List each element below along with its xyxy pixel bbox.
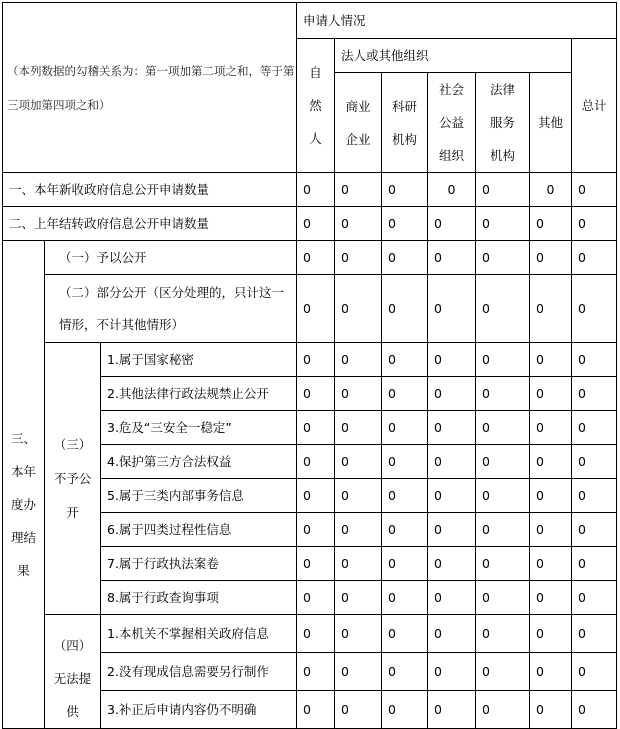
cell-value: 0 <box>428 615 476 653</box>
cell-value: 0 <box>476 615 530 653</box>
row-label: 8.属于行政查询事项 <box>101 581 297 615</box>
row-label: 2.没有现成信息需要另行制作 <box>101 653 297 691</box>
col-other: 其他 <box>530 73 572 173</box>
applicant-header: 申请人情况 <box>297 3 617 39</box>
cell-value: 0 <box>428 691 476 729</box>
col-natural-person: 自然人 <box>297 39 335 173</box>
cell-value: 0 <box>335 343 382 377</box>
table-row <box>3 275 617 343</box>
cell-value: 0 <box>476 377 530 411</box>
cell-value: 0 <box>476 513 530 547</box>
subsection-3-4-label: （四）无法提供 <box>45 615 101 729</box>
cell-value: 0 <box>572 207 617 241</box>
statistics-table <box>2 2 617 729</box>
cell-value: 0 <box>297 241 335 275</box>
cell-value: 0 <box>530 173 572 207</box>
row-label: （二）部分公开（区分处理的，只计这一情形，不计其他情形） <box>45 275 297 343</box>
row-label: 1.属于国家秘密 <box>101 343 297 377</box>
cell-value: 0 <box>297 445 335 479</box>
cell-value: 0 <box>335 445 382 479</box>
cell-value: 0 <box>335 207 382 241</box>
cell-value: 0 <box>297 411 335 445</box>
cell-value: 0 <box>530 411 572 445</box>
cell-value: 0 <box>476 343 530 377</box>
cell-value: 0 <box>335 241 382 275</box>
cell-value: 0 <box>476 207 530 241</box>
cell-value: 0 <box>382 615 428 653</box>
row-label: 3.补正后申请内容仍不明确 <box>101 691 297 729</box>
cell-value: 0 <box>530 275 572 343</box>
cell-value: 0 <box>428 343 476 377</box>
cell-value: 0 <box>428 241 476 275</box>
cell-value: 0 <box>297 377 335 411</box>
cell-value: 0 <box>382 377 428 411</box>
row-label: 2.其他法律行政法规禁止公开 <box>101 377 297 411</box>
cell-value: 0 <box>382 275 428 343</box>
cell-value: 0 <box>382 547 428 581</box>
cell-value: 0 <box>428 581 476 615</box>
row-label: 二、上年结转政府信息公开申请数量 <box>3 207 297 241</box>
cell-value: 0 <box>382 173 428 207</box>
legal-other-header: 法人或其他组织 <box>335 39 572 73</box>
cell-value: 0 <box>335 479 382 513</box>
cell-value: 0 <box>428 445 476 479</box>
table-row <box>3 207 617 241</box>
cell-value: 0 <box>476 653 530 691</box>
cell-value: 0 <box>572 411 617 445</box>
row-label: 1.本机关不掌握相关政府信息 <box>101 615 297 653</box>
table-row <box>3 241 617 275</box>
cell-value: 0 <box>382 581 428 615</box>
cell-value: 0 <box>476 275 530 343</box>
cell-value: 0 <box>476 241 530 275</box>
cell-value: 0 <box>428 377 476 411</box>
cell-value: 0 <box>530 445 572 479</box>
cell-value: 0 <box>335 275 382 343</box>
cell-value: 0 <box>335 411 382 445</box>
cell-value: 0 <box>335 173 382 207</box>
cell-value: 0 <box>572 653 617 691</box>
col-social: 社会公益组织 <box>428 73 476 173</box>
cell-value: 0 <box>297 207 335 241</box>
cell-value: 0 <box>382 513 428 547</box>
cell-value: 0 <box>382 411 428 445</box>
cell-value: 0 <box>530 615 572 653</box>
cell-value: 0 <box>530 581 572 615</box>
col-total: 总计 <box>572 39 617 173</box>
col-research: 科研机构 <box>382 73 428 173</box>
cell-value: 0 <box>297 691 335 729</box>
cell-value: 0 <box>335 615 382 653</box>
cell-value: 0 <box>530 479 572 513</box>
cell-value: 0 <box>476 445 530 479</box>
cell-value: 0 <box>572 479 617 513</box>
cell-value: 0 <box>476 173 530 207</box>
cell-value: 0 <box>530 241 572 275</box>
cell-value: 0 <box>476 691 530 729</box>
cell-value: 0 <box>572 581 617 615</box>
table-row <box>3 343 617 377</box>
cell-value: 0 <box>530 377 572 411</box>
cell-value: 0 <box>335 513 382 547</box>
cell-value: 0 <box>297 581 335 615</box>
cell-value: 0 <box>572 691 617 729</box>
cell-value: 0 <box>382 241 428 275</box>
cell-value: 0 <box>572 377 617 411</box>
cell-value: 0 <box>428 411 476 445</box>
cell-value: 0 <box>428 479 476 513</box>
row-label: 7.属于行政执法案卷 <box>101 547 297 581</box>
cell-value: 0 <box>297 173 335 207</box>
cell-value: 0 <box>335 653 382 691</box>
section-3-label: 三、本年度办理结果 <box>3 241 45 729</box>
cell-value: 0 <box>530 207 572 241</box>
table-note: （本列数据的勾稽关系为：第一项加第二项之和，等于第三项加第四项之和） <box>3 3 297 173</box>
cell-value: 0 <box>335 547 382 581</box>
cell-value: 0 <box>335 581 382 615</box>
cell-value: 0 <box>382 479 428 513</box>
cell-value: 0 <box>530 343 572 377</box>
cell-value: 0 <box>428 513 476 547</box>
cell-value: 0 <box>572 343 617 377</box>
cell-value: 0 <box>530 691 572 729</box>
table-row <box>3 615 617 653</box>
cell-value: 0 <box>297 343 335 377</box>
cell-value: 0 <box>428 275 476 343</box>
row-label: 5.属于三类内部事务信息 <box>101 479 297 513</box>
cell-value: 0 <box>297 275 335 343</box>
cell-value: 0 <box>382 343 428 377</box>
cell-value: 0 <box>428 207 476 241</box>
cell-value: 0 <box>297 547 335 581</box>
cell-value: 0 <box>382 207 428 241</box>
cell-value: 0 <box>530 513 572 547</box>
cell-value: 0 <box>476 479 530 513</box>
cell-value: 0 <box>335 377 382 411</box>
col-legal-service: 法律服务机构 <box>476 73 530 173</box>
table-row <box>3 173 617 207</box>
cell-value: 0 <box>297 653 335 691</box>
cell-value: 0 <box>476 411 530 445</box>
row-label: 4.保护第三方合法权益 <box>101 445 297 479</box>
cell-value: 0 <box>428 547 476 581</box>
row-label: （一）予以公开 <box>45 241 297 275</box>
cell-value: 0 <box>382 445 428 479</box>
row-label: 6.属于四类过程性信息 <box>101 513 297 547</box>
cell-value: 0 <box>297 513 335 547</box>
cell-value: 0 <box>572 615 617 653</box>
row-label: 3.危及“三安全一稳定” <box>101 411 297 445</box>
cell-value: 0 <box>572 445 617 479</box>
cell-value: 0 <box>428 173 476 207</box>
cell-value: 0 <box>335 691 382 729</box>
cell-value: 0 <box>572 547 617 581</box>
cell-value: 0 <box>382 653 428 691</box>
subsection-3-3-label: （三）不予公开 <box>45 343 101 615</box>
cell-value: 0 <box>572 275 617 343</box>
cell-value: 0 <box>297 615 335 653</box>
cell-value: 0 <box>572 241 617 275</box>
cell-value: 0 <box>476 547 530 581</box>
cell-value: 0 <box>297 479 335 513</box>
cell-value: 0 <box>382 691 428 729</box>
cell-value: 0 <box>476 581 530 615</box>
row-label: 一、本年新收政府信息公开申请数量 <box>3 173 297 207</box>
cell-value: 0 <box>428 653 476 691</box>
cell-value: 0 <box>530 653 572 691</box>
col-business: 商业企业 <box>335 73 382 173</box>
cell-value: 0 <box>530 547 572 581</box>
cell-value: 0 <box>572 513 617 547</box>
cell-value: 0 <box>572 173 617 207</box>
